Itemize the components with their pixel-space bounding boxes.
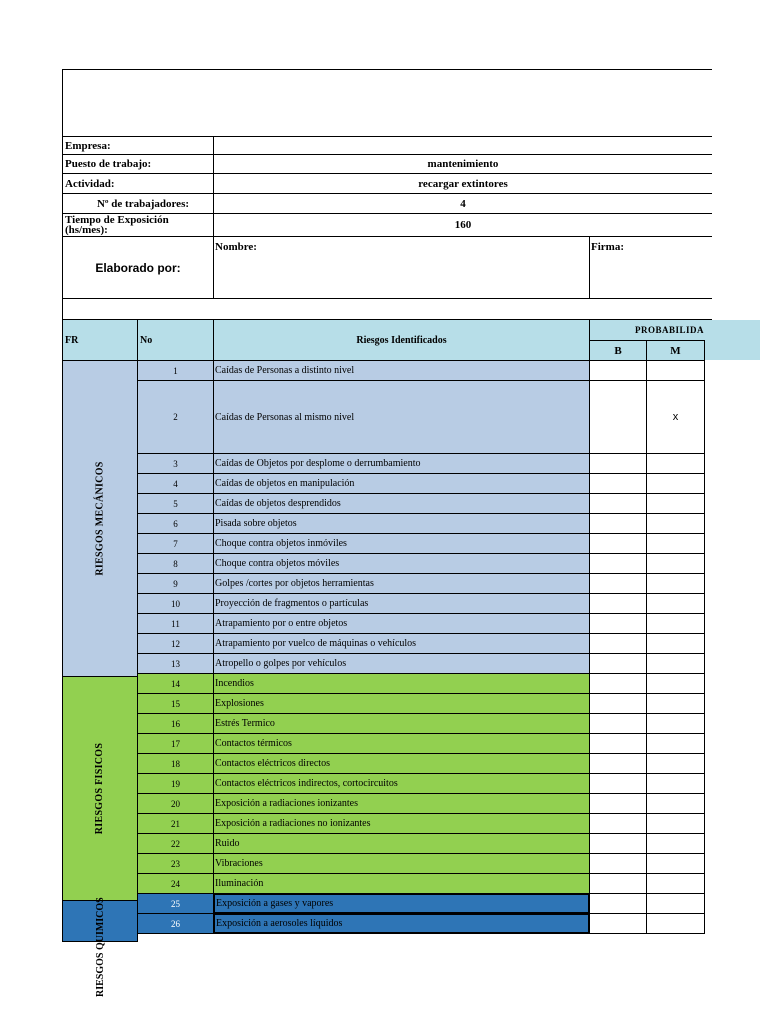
prob-b-cell[interactable] bbox=[589, 793, 647, 814]
prob-b-cell[interactable] bbox=[589, 673, 647, 694]
spacer-row bbox=[62, 298, 712, 320]
prob-m-cell[interactable]: x bbox=[646, 380, 705, 454]
prob-m-cell[interactable] bbox=[646, 913, 705, 934]
risk-name: Golpes /cortes por objetos herramientas bbox=[213, 573, 590, 594]
prob-b-cell[interactable] bbox=[589, 573, 647, 594]
row-number: 11 bbox=[137, 613, 214, 634]
prob-b-cell[interactable] bbox=[589, 493, 647, 514]
elaborado-label: Elaborado por: bbox=[95, 260, 181, 275]
row-number: 10 bbox=[137, 593, 214, 614]
risk-name: Incendios bbox=[213, 673, 590, 694]
puesto-value[interactable]: mantenimiento bbox=[213, 154, 712, 174]
risk-name: Atrapamiento por o entre objetos bbox=[213, 613, 590, 634]
row-number: 7 bbox=[137, 533, 214, 554]
col-m-header: M bbox=[646, 340, 705, 361]
prob-m-cell[interactable] bbox=[646, 593, 705, 614]
prob-b-cell[interactable] bbox=[589, 873, 647, 894]
prob-m-cell[interactable] bbox=[646, 793, 705, 814]
risk-name: Atropello o golpes por vehículos bbox=[213, 653, 590, 674]
prob-b-cell[interactable] bbox=[589, 593, 647, 614]
col-no-header: No bbox=[137, 319, 214, 361]
prob-b-cell[interactable] bbox=[589, 913, 647, 934]
col-riesgos-header: Riesgos Identificados bbox=[213, 319, 590, 361]
prob-m-cell[interactable] bbox=[646, 673, 705, 694]
row-number: 3 bbox=[137, 453, 214, 474]
prob-b-cell[interactable] bbox=[589, 753, 647, 774]
row-number: 17 bbox=[137, 733, 214, 754]
col-b-header: B bbox=[589, 340, 647, 361]
row-number: 4 bbox=[137, 473, 214, 494]
prob-m-cell[interactable] bbox=[646, 753, 705, 774]
nombre-cell[interactable] bbox=[213, 236, 590, 299]
risk-name: Contactos eléctricos directos bbox=[213, 753, 590, 774]
risk-name: Caídas de Objetos por desplome o derrumbamiento bbox=[213, 453, 590, 474]
row-number: 1 bbox=[137, 360, 214, 381]
trabajadores-label: Nº de trabajadores: bbox=[62, 193, 214, 214]
row-number: 14 bbox=[137, 673, 214, 694]
prob-b-cell[interactable] bbox=[589, 533, 647, 554]
col-probabilidad-header bbox=[589, 319, 712, 341]
risk-name: Caídas de Personas al mismo nivel bbox=[213, 380, 590, 454]
row-number: 24 bbox=[137, 873, 214, 894]
row-number: 21 bbox=[137, 813, 214, 834]
prob-m-cell[interactable] bbox=[646, 713, 705, 734]
prob-b-cell[interactable] bbox=[589, 733, 647, 754]
col-fr-header: FR bbox=[62, 319, 138, 361]
row-number: 26 bbox=[137, 913, 214, 934]
actividad-value[interactable]: recargar extintores bbox=[213, 173, 712, 194]
empresa-label: Empresa: bbox=[62, 136, 214, 155]
risk-name: Caídas de objetos desprendidos bbox=[213, 493, 590, 514]
prob-m-cell[interactable] bbox=[646, 813, 705, 834]
row-number: 15 bbox=[137, 693, 214, 714]
risk-name: Exposición a radiaciones ionizantes bbox=[213, 793, 590, 814]
prob-m-cell[interactable] bbox=[646, 893, 705, 914]
group-fisicos bbox=[62, 676, 138, 901]
puesto-label: Puesto de trabajo: bbox=[62, 154, 214, 174]
firma-cell[interactable] bbox=[589, 236, 712, 299]
prob-b-cell[interactable] bbox=[589, 380, 647, 454]
prob-m-cell[interactable] bbox=[646, 653, 705, 674]
prob-b-cell[interactable] bbox=[589, 813, 647, 834]
prob-m-cell[interactable] bbox=[646, 360, 705, 381]
prob-b-cell[interactable] bbox=[589, 893, 647, 914]
prob-b-cell[interactable] bbox=[589, 653, 647, 674]
prob-m-cell[interactable] bbox=[646, 773, 705, 794]
tiempo-label-text: Tiempo de Exposición (hs/mes): bbox=[65, 214, 169, 236]
prob-b-cell[interactable] bbox=[589, 453, 647, 474]
prob-b-cell[interactable] bbox=[589, 473, 647, 494]
prob-m-cell[interactable] bbox=[646, 733, 705, 754]
row-number: 25 bbox=[137, 893, 214, 914]
row-number: 12 bbox=[137, 633, 214, 654]
group-quimicos-label: RIESGOS QUIMICOS bbox=[95, 897, 106, 997]
prob-b-cell[interactable] bbox=[589, 553, 647, 574]
prob-m-cell[interactable] bbox=[646, 693, 705, 714]
row-number: 5 bbox=[137, 493, 214, 514]
risk-name: Explosiones bbox=[213, 693, 590, 714]
row-number: 22 bbox=[137, 833, 214, 854]
nombre-label: Nombre: bbox=[215, 241, 257, 253]
risk-name: Vibraciones bbox=[213, 853, 590, 874]
risk-name: Atrapamiento por vuelco de máquinas o vehículos bbox=[213, 633, 590, 654]
prob-b-cell[interactable] bbox=[589, 513, 647, 534]
col-probabilidad-text: PROBABILIDA bbox=[635, 325, 705, 335]
risk-name: Proyección de fragmentos o partículas bbox=[213, 593, 590, 614]
row-number: 13 bbox=[137, 653, 214, 674]
firma-label: Firma: bbox=[591, 241, 624, 253]
risk-name: Contactos eléctricos indirectos, cortocircuitos bbox=[213, 773, 590, 794]
group-mecanicos bbox=[62, 360, 138, 677]
risk-name: Exposición a gases y vapores bbox=[213, 893, 590, 914]
risk-name: Contactos térmicos bbox=[213, 733, 590, 754]
row-number: 6 bbox=[137, 513, 214, 534]
prob-b-cell[interactable] bbox=[589, 853, 647, 874]
row-number: 19 bbox=[137, 773, 214, 794]
prob-b-cell[interactable] bbox=[589, 613, 647, 634]
prob-m-cell[interactable] bbox=[646, 553, 705, 574]
prob-m-cell[interactable] bbox=[646, 533, 705, 554]
actividad-label: Actividad: bbox=[62, 173, 214, 194]
risk-name: Exposición a aerosoles líquidos bbox=[213, 913, 590, 934]
risk-name: Ruido bbox=[213, 833, 590, 854]
prob-m-cell[interactable] bbox=[646, 573, 705, 594]
empresa-value[interactable] bbox=[213, 136, 712, 155]
row-number: 20 bbox=[137, 793, 214, 814]
tiempo-value[interactable]: 160 bbox=[213, 213, 712, 237]
prob-m-cell[interactable] bbox=[646, 453, 705, 474]
risk-name: Estrés Termico bbox=[213, 713, 590, 734]
risk-name: Choque contra objetos inmóviles bbox=[213, 533, 590, 554]
prob-m-cell[interactable] bbox=[646, 853, 705, 874]
risk-name: Iluminación bbox=[213, 873, 590, 894]
trabajadores-value[interactable]: 4 bbox=[213, 193, 712, 214]
title-box bbox=[62, 69, 712, 136]
prob-m-cell[interactable] bbox=[646, 833, 705, 854]
row-number: 8 bbox=[137, 553, 214, 574]
prob-b-cell[interactable] bbox=[589, 833, 647, 854]
prob-m-cell[interactable] bbox=[646, 873, 705, 894]
prob-m-cell[interactable] bbox=[646, 493, 705, 514]
prob-b-cell[interactable] bbox=[589, 713, 647, 734]
prob-b-cell[interactable] bbox=[589, 360, 647, 381]
group-mecanicos-label: RIESGOS MECÁNICOS bbox=[94, 461, 106, 576]
prob-m-cell[interactable] bbox=[646, 473, 705, 494]
elaborado-label-cell bbox=[62, 236, 214, 299]
row-number: 18 bbox=[137, 753, 214, 774]
risk-name: Caídas de Personas a distinto nivel bbox=[213, 360, 590, 381]
row-number: 23 bbox=[137, 853, 214, 874]
group-quimicos bbox=[62, 897, 138, 997]
risk-name: Choque contra objetos móviles bbox=[213, 553, 590, 574]
prob-b-cell[interactable] bbox=[589, 633, 647, 654]
row-number: 2 bbox=[137, 380, 214, 454]
prob-m-cell[interactable] bbox=[646, 513, 705, 534]
row-number: 16 bbox=[137, 713, 214, 734]
tiempo-label bbox=[62, 213, 214, 237]
prob-m-cell[interactable] bbox=[646, 633, 705, 654]
risk-name: Caídas de objetos en manipulación bbox=[213, 473, 590, 494]
row-number: 9 bbox=[137, 573, 214, 594]
group-fisicos-label: RIESGOS FISICOS bbox=[94, 742, 106, 835]
prob-b-cell[interactable] bbox=[589, 773, 647, 794]
header-overflow-fill bbox=[704, 320, 760, 360]
risk-name: Exposición a radiaciones no ionizantes bbox=[213, 813, 590, 834]
prob-b-cell[interactable] bbox=[589, 693, 647, 714]
prob-m-cell[interactable] bbox=[646, 613, 705, 634]
risk-name: Pisada sobre objetos bbox=[213, 513, 590, 534]
